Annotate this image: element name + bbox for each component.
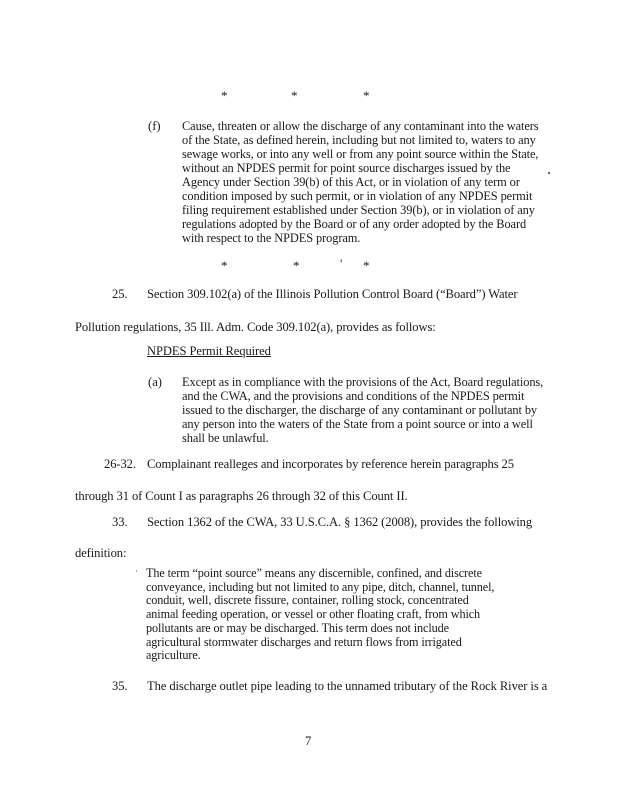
scan-tick: · <box>135 566 138 576</box>
asterisk: * <box>221 88 228 103</box>
asterisk: * <box>291 88 298 103</box>
npdes-a-line: and the CWA, and the provisions and conditions of the NPDES permit <box>182 389 525 403</box>
point-source-definition <box>146 567 494 663</box>
stray-mark: ' <box>340 256 343 271</box>
para-33-line-2: definition: <box>75 546 127 560</box>
para-25-line-1: Section 309.102(a) of the Illinois Pollution Control Board (“Board”) Water <box>147 287 518 301</box>
definition-line: conduit, well, discrete fissure, container, rolling stock, concentrated <box>146 593 469 608</box>
para-25-number: 25. <box>112 287 128 301</box>
npdes-a-line: issued to the discharger, the discharge of any contaminant or pollutant by <box>182 403 538 417</box>
item-f-line: condition imposed by such permit, or in violation of any NPDES permit <box>182 189 533 203</box>
definition-line: agricultural stormwater discharges and return flows from irrigated <box>146 634 462 649</box>
asterisk: * <box>363 88 370 103</box>
page-number: 7 <box>305 734 312 748</box>
npdes-a-line: shall be unlawful. <box>182 431 269 445</box>
item-f-line: filing requirement established under Section 39(b), or in violation of any <box>182 203 535 217</box>
npdes-a-label: (a) <box>148 375 162 389</box>
item-f-line: regulations adopted by the Board or of any order adopted by the Board <box>182 217 527 231</box>
definition-line: The term “point source” means any discernible, confined, and discrete <box>146 566 482 580</box>
definition-line: agriculture. <box>146 648 201 663</box>
item-f-line: Agency under Section 39(b) of this Act, or in violation of any term or <box>182 175 520 189</box>
asterisk: * <box>363 258 370 273</box>
definition-line: pollutants are or may be discharged. This term does not include <box>146 620 449 635</box>
asterisk: * <box>293 258 300 273</box>
npdes-heading: NPDES Permit Required <box>147 344 271 358</box>
asterisk: * <box>221 258 228 273</box>
para-25-line-2: Pollution regulations, 35 Ill. Adm. Code 309.102(a), provides as follows: <box>75 320 436 334</box>
para-35-number: 35. <box>112 679 128 693</box>
para-26-32-line-1: Complainant realleges and incorporates by reference herein paragraphs 25 <box>147 457 514 471</box>
para-33-line-1: Section 1362 of the CWA, 33 U.S.C.A. § 1362 (2008), provides the following <box>147 515 533 529</box>
item-f-line: without an NPDES permit for point source discharges issued by the <box>182 161 511 175</box>
item-f-line: sewage works, or into any well or from any point source within the State, <box>182 147 539 161</box>
definition-line: animal feeding operation, or vessel or other floating craft, from which <box>146 607 481 622</box>
para-26-32-number: 26-32. <box>104 457 136 471</box>
item-f-line: Cause, threaten or allow the discharge of any contaminant into the waters <box>182 119 539 133</box>
item-f-label: (f) <box>148 119 161 133</box>
item-f-text <box>182 119 539 245</box>
item-f-line: of the State, as defined herein, including but not limited to, waters to any <box>182 133 536 147</box>
npdes-a-line: Except as in compliance with the provisions of the Act, Board regulations, <box>182 375 544 389</box>
para-35-line-1: The discharge outlet pipe leading to the unnamed tributary of the Rock River is a <box>147 679 548 693</box>
npdes-a-line: any person into the waters of the State from a point source or into a well <box>182 417 533 431</box>
item-f-line: with respect to the NPDES program. <box>182 231 361 245</box>
para-26-32-line-2: through 31 of Count I as paragraphs 26 through 32 of this Count II. <box>75 489 408 503</box>
scan-speck <box>548 172 550 174</box>
npdes-a-text <box>182 375 543 445</box>
definition-line: conveyance, including but not limited to any pipe, ditch, channel, tunnel, <box>146 579 495 594</box>
para-33-number: 33. <box>112 515 128 529</box>
